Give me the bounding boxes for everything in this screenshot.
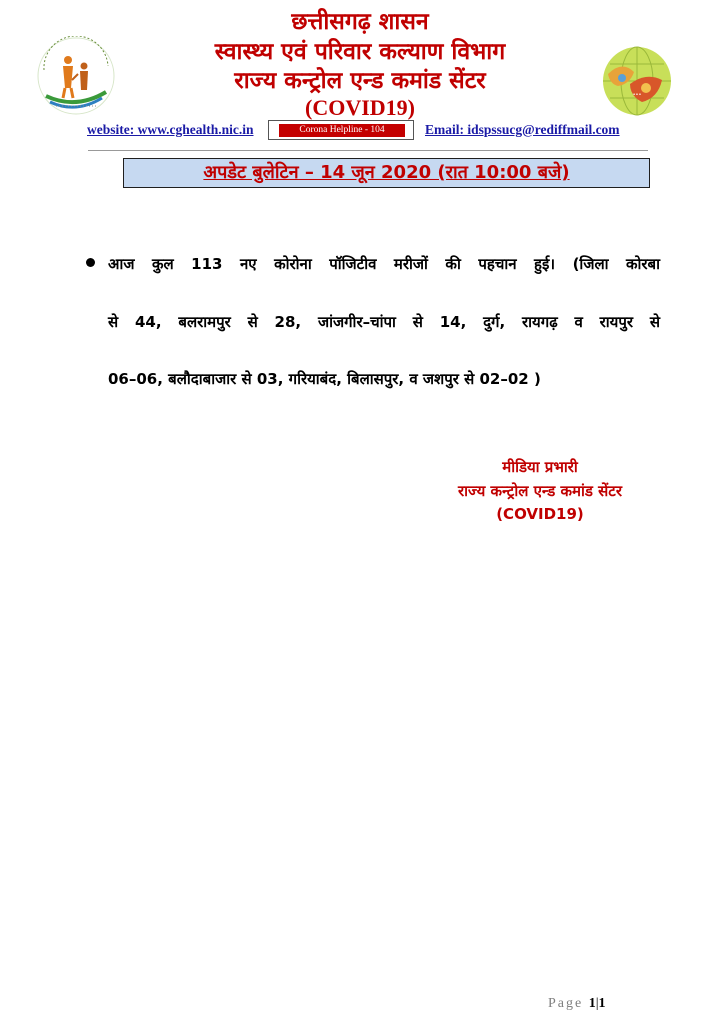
contact-row bbox=[87, 120, 647, 142]
header-department-title: स्वास्थ्य एवं परिवार कल्याण विभाग bbox=[214, 39, 506, 65]
body-line-3: 06–06, बलौदाबाजार से 03, गरियाबंद, बिलासपुर, व जशपुर से 02–02 ) bbox=[108, 370, 541, 388]
signature-designation: मीडिया प्रभारी bbox=[502, 458, 578, 476]
page-number-total: 1 bbox=[598, 996, 606, 1011]
website-link[interactable]: website: www.cghealth.nic.in bbox=[87, 122, 254, 137]
bullet-icon bbox=[86, 258, 95, 267]
signature-center: राज्य कन्ट्रोल एन्ड कमांड सेंटर bbox=[458, 482, 622, 500]
email-link[interactable]: Email: idspssucg@rediffmail.com bbox=[425, 122, 620, 137]
header-covid-title: (COVID19) bbox=[305, 95, 415, 120]
bulletin-title: अपडेट बुलेटिन – 14 जून 2020 (रात 10:00 बजे) bbox=[203, 162, 570, 183]
header-government-title: छत्तीसगढ़ शासन bbox=[291, 9, 429, 35]
page-label: Page bbox=[548, 996, 584, 1011]
body-line-1: आज कुल 113 नए कोरोना पॉजिटीव मरीजों की पहचान हुई। (जिला कोरबा bbox=[108, 255, 660, 273]
header-divider bbox=[88, 150, 648, 151]
page-number-current: 1 bbox=[588, 996, 596, 1011]
page-separator: | bbox=[595, 996, 599, 1011]
helpline-label: Corona Helpline - 104 bbox=[279, 124, 405, 137]
header-center-title: राज्य कन्ट्रोल एन्ड कमांड सेंटर bbox=[234, 68, 486, 94]
helpline-box bbox=[268, 120, 414, 140]
signature-covid: (COVID19) bbox=[496, 505, 584, 523]
body-line-2: से 44, बलरामपुर से 28, जांजगीर–चांपा से 14, दुर्ग, रायगढ़ व रायपुर से bbox=[108, 313, 660, 331]
bulletin-banner bbox=[123, 158, 650, 188]
svg-text:•••: ••• bbox=[632, 92, 642, 98]
page-footer bbox=[548, 996, 606, 1012]
